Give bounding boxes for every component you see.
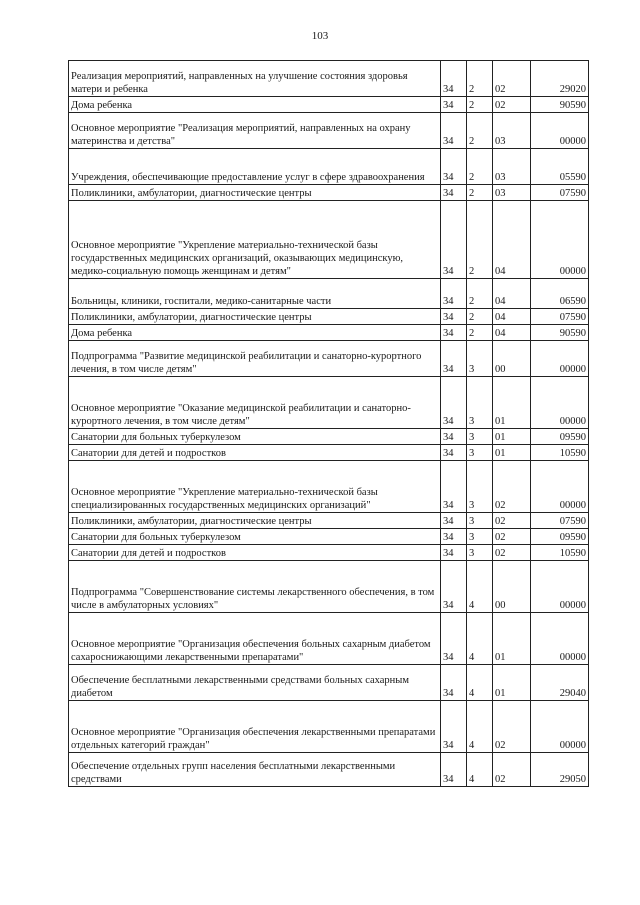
row-name-cell: Дома ребенка bbox=[69, 97, 441, 113]
table-row bbox=[69, 529, 589, 545]
row-code-subprogram-cell: 2 bbox=[467, 149, 493, 185]
row-code-event-cell: 01 bbox=[493, 429, 531, 445]
row-name-cell: Основное мероприятие "Организация обеспечения лекарственными препаратами отдельных категорий граждан" bbox=[69, 701, 441, 753]
row-code-direction-cell: 10590 bbox=[531, 545, 589, 561]
row-code-program-cell: 34 bbox=[441, 429, 467, 445]
row-code-subprogram-cell: 2 bbox=[467, 309, 493, 325]
row-code-event-cell: 02 bbox=[493, 61, 531, 97]
table-row bbox=[69, 545, 589, 561]
row-name-cell: Обеспечение бесплатными лекарственными средствами больных сахарным диабетом bbox=[69, 665, 441, 701]
row-code-program-cell: 34 bbox=[441, 149, 467, 185]
row-name-cell: Дома ребенка bbox=[69, 325, 441, 341]
row-name-cell: Санатории для больных туберкулезом bbox=[69, 529, 441, 545]
row-code-direction-cell: 07590 bbox=[531, 513, 589, 529]
table-row bbox=[69, 561, 589, 613]
row-code-subprogram-cell: 3 bbox=[467, 529, 493, 545]
row-code-program-cell: 34 bbox=[441, 279, 467, 309]
row-code-direction-cell: 29040 bbox=[531, 665, 589, 701]
row-code-subprogram-cell: 3 bbox=[467, 429, 493, 445]
row-code-event-cell: 02 bbox=[493, 461, 531, 513]
row-code-subprogram-cell: 4 bbox=[467, 753, 493, 787]
row-code-direction-cell: 09590 bbox=[531, 529, 589, 545]
row-code-event-cell: 03 bbox=[493, 113, 531, 149]
row-code-program-cell: 34 bbox=[441, 185, 467, 201]
table-row bbox=[69, 185, 589, 201]
row-code-program-cell: 34 bbox=[441, 97, 467, 113]
row-code-direction-cell: 90590 bbox=[531, 97, 589, 113]
row-code-program-cell: 34 bbox=[441, 309, 467, 325]
row-code-program-cell: 34 bbox=[441, 665, 467, 701]
row-code-program-cell: 34 bbox=[441, 561, 467, 613]
budget-classification-table bbox=[68, 60, 589, 787]
row-code-subprogram-cell: 3 bbox=[467, 545, 493, 561]
row-name-cell: Больницы, клиники, госпитали, медико-санитарные части bbox=[69, 279, 441, 309]
row-code-event-cell: 04 bbox=[493, 279, 531, 309]
row-name-cell: Основное мероприятие "Организация обеспечения больных сахарным диабетом сахароснижающими лекарственными препаратами" bbox=[69, 613, 441, 665]
row-name-cell: Основное мероприятие "Оказание медицинской реабилитации и санаторно-курортного лечения, в том числе детям" bbox=[69, 377, 441, 429]
row-code-subprogram-cell: 3 bbox=[467, 341, 493, 377]
row-code-event-cell: 02 bbox=[493, 545, 531, 561]
row-code-event-cell: 00 bbox=[493, 341, 531, 377]
row-code-subprogram-cell: 2 bbox=[467, 61, 493, 97]
row-code-event-cell: 04 bbox=[493, 201, 531, 279]
row-code-program-cell: 34 bbox=[441, 753, 467, 787]
row-code-direction-cell: 00000 bbox=[531, 201, 589, 279]
row-code-program-cell: 34 bbox=[441, 445, 467, 461]
table-row bbox=[69, 429, 589, 445]
row-code-event-cell: 02 bbox=[493, 529, 531, 545]
row-code-subprogram-cell: 2 bbox=[467, 279, 493, 309]
row-code-direction-cell: 06590 bbox=[531, 279, 589, 309]
row-code-subprogram-cell: 3 bbox=[467, 377, 493, 429]
row-code-program-cell: 34 bbox=[441, 529, 467, 545]
row-code-event-cell: 03 bbox=[493, 149, 531, 185]
row-code-event-cell: 01 bbox=[493, 665, 531, 701]
table-row bbox=[69, 149, 589, 185]
table-row bbox=[69, 341, 589, 377]
table-row bbox=[69, 753, 589, 787]
table-row bbox=[69, 97, 589, 113]
row-code-subprogram-cell: 2 bbox=[467, 185, 493, 201]
row-code-direction-cell: 10590 bbox=[531, 445, 589, 461]
table-row bbox=[69, 279, 589, 309]
row-name-cell: Основное мероприятие "Реализация мероприятий, направленных на охрану материнства и детства" bbox=[69, 113, 441, 149]
row-code-program-cell: 34 bbox=[441, 513, 467, 529]
row-code-direction-cell: 29050 bbox=[531, 753, 589, 787]
row-code-program-cell: 34 bbox=[441, 545, 467, 561]
table-row bbox=[69, 61, 589, 97]
row-code-event-cell: 01 bbox=[493, 377, 531, 429]
table-row bbox=[69, 201, 589, 279]
table-row bbox=[69, 461, 589, 513]
table-row bbox=[69, 513, 589, 529]
row-code-direction-cell: 00000 bbox=[531, 377, 589, 429]
row-code-event-cell: 01 bbox=[493, 445, 531, 461]
row-code-program-cell: 34 bbox=[441, 325, 467, 341]
row-code-subprogram-cell: 4 bbox=[467, 561, 493, 613]
row-code-program-cell: 34 bbox=[441, 113, 467, 149]
table-body bbox=[69, 61, 589, 787]
row-code-event-cell: 02 bbox=[493, 513, 531, 529]
row-name-cell: Санатории для детей и подростков bbox=[69, 545, 441, 561]
row-code-event-cell: 02 bbox=[493, 701, 531, 753]
page-number: 103 bbox=[311, 30, 329, 42]
table-row bbox=[69, 613, 589, 665]
table-row bbox=[69, 377, 589, 429]
row-name-cell: Санатории для детей и подростков bbox=[69, 445, 441, 461]
row-code-program-cell: 34 bbox=[441, 61, 467, 97]
row-code-direction-cell: 90590 bbox=[531, 325, 589, 341]
row-code-subprogram-cell: 3 bbox=[467, 513, 493, 529]
row-name-cell: Реализация мероприятий, направленных на улучшение состояния здоровья матери и ребенка bbox=[69, 61, 441, 97]
row-code-subprogram-cell: 2 bbox=[467, 113, 493, 149]
row-code-event-cell: 01 bbox=[493, 613, 531, 665]
row-code-direction-cell: 00000 bbox=[531, 561, 589, 613]
row-code-subprogram-cell: 2 bbox=[467, 97, 493, 113]
row-code-direction-cell: 00000 bbox=[531, 461, 589, 513]
row-name-cell: Поликлиники, амбулатории, диагностические центры bbox=[69, 185, 441, 201]
row-code-subprogram-cell: 4 bbox=[467, 665, 493, 701]
row-code-program-cell: 34 bbox=[441, 701, 467, 753]
row-code-program-cell: 34 bbox=[441, 613, 467, 665]
row-code-subprogram-cell: 2 bbox=[467, 325, 493, 341]
row-code-event-cell: 02 bbox=[493, 753, 531, 787]
row-code-direction-cell: 07590 bbox=[531, 185, 589, 201]
table-row bbox=[69, 445, 589, 461]
row-code-event-cell: 02 bbox=[493, 97, 531, 113]
row-name-cell: Основное мероприятие "Укрепление материально-технической базы специализированных государственных медицинских организаций" bbox=[69, 461, 441, 513]
row-code-direction-cell: 00000 bbox=[531, 341, 589, 377]
row-name-cell: Подпрограмма "Развитие медицинской реабилитации и санаторно-курортного лечения, в том числе детям" bbox=[69, 341, 441, 377]
row-code-direction-cell: 05590 bbox=[531, 149, 589, 185]
row-code-subprogram-cell: 3 bbox=[467, 445, 493, 461]
row-code-program-cell: 34 bbox=[441, 377, 467, 429]
row-code-subprogram-cell: 4 bbox=[467, 613, 493, 665]
row-code-program-cell: 34 bbox=[441, 461, 467, 513]
row-name-cell: Подпрограмма "Совершенствование системы лекарственного обеспечения, в том числе в амбулаторных условиях" bbox=[69, 561, 441, 613]
row-code-direction-cell: 09590 bbox=[531, 429, 589, 445]
row-code-subprogram-cell: 4 bbox=[467, 701, 493, 753]
row-code-direction-cell: 29020 bbox=[531, 61, 589, 97]
row-code-event-cell: 04 bbox=[493, 309, 531, 325]
row-code-subprogram-cell: 3 bbox=[467, 461, 493, 513]
row-name-cell: Основное мероприятие "Укрепление материально-технической базы государственных медицинских организаций, оказывающих медицинскую, медико-социальную помощь женщинам и детям" bbox=[69, 201, 441, 279]
row-name-cell: Обеспечение отдельных групп населения бесплатными лекарственными средствами bbox=[69, 753, 441, 787]
row-name-cell: Санатории для больных туберкулезом bbox=[69, 429, 441, 445]
row-code-program-cell: 34 bbox=[441, 341, 467, 377]
row-name-cell: Поликлиники, амбулатории, диагностические центры bbox=[69, 309, 441, 325]
row-code-direction-cell: 00000 bbox=[531, 113, 589, 149]
table-row bbox=[69, 325, 589, 341]
row-code-event-cell: 03 bbox=[493, 185, 531, 201]
table-row bbox=[69, 701, 589, 753]
row-name-cell: Поликлиники, амбулатории, диагностические центры bbox=[69, 513, 441, 529]
row-code-event-cell: 00 bbox=[493, 561, 531, 613]
row-code-direction-cell: 07590 bbox=[531, 309, 589, 325]
table-row bbox=[69, 309, 589, 325]
row-code-program-cell: 34 bbox=[441, 201, 467, 279]
table-row bbox=[69, 665, 589, 701]
table-row bbox=[69, 113, 589, 149]
row-code-subprogram-cell: 2 bbox=[467, 201, 493, 279]
row-code-event-cell: 04 bbox=[493, 325, 531, 341]
row-name-cell: Учреждения, обеспечивающие предоставление услуг в сфере здравоохранения bbox=[69, 149, 441, 185]
row-code-direction-cell: 00000 bbox=[531, 613, 589, 665]
row-code-direction-cell: 00000 bbox=[531, 701, 589, 753]
